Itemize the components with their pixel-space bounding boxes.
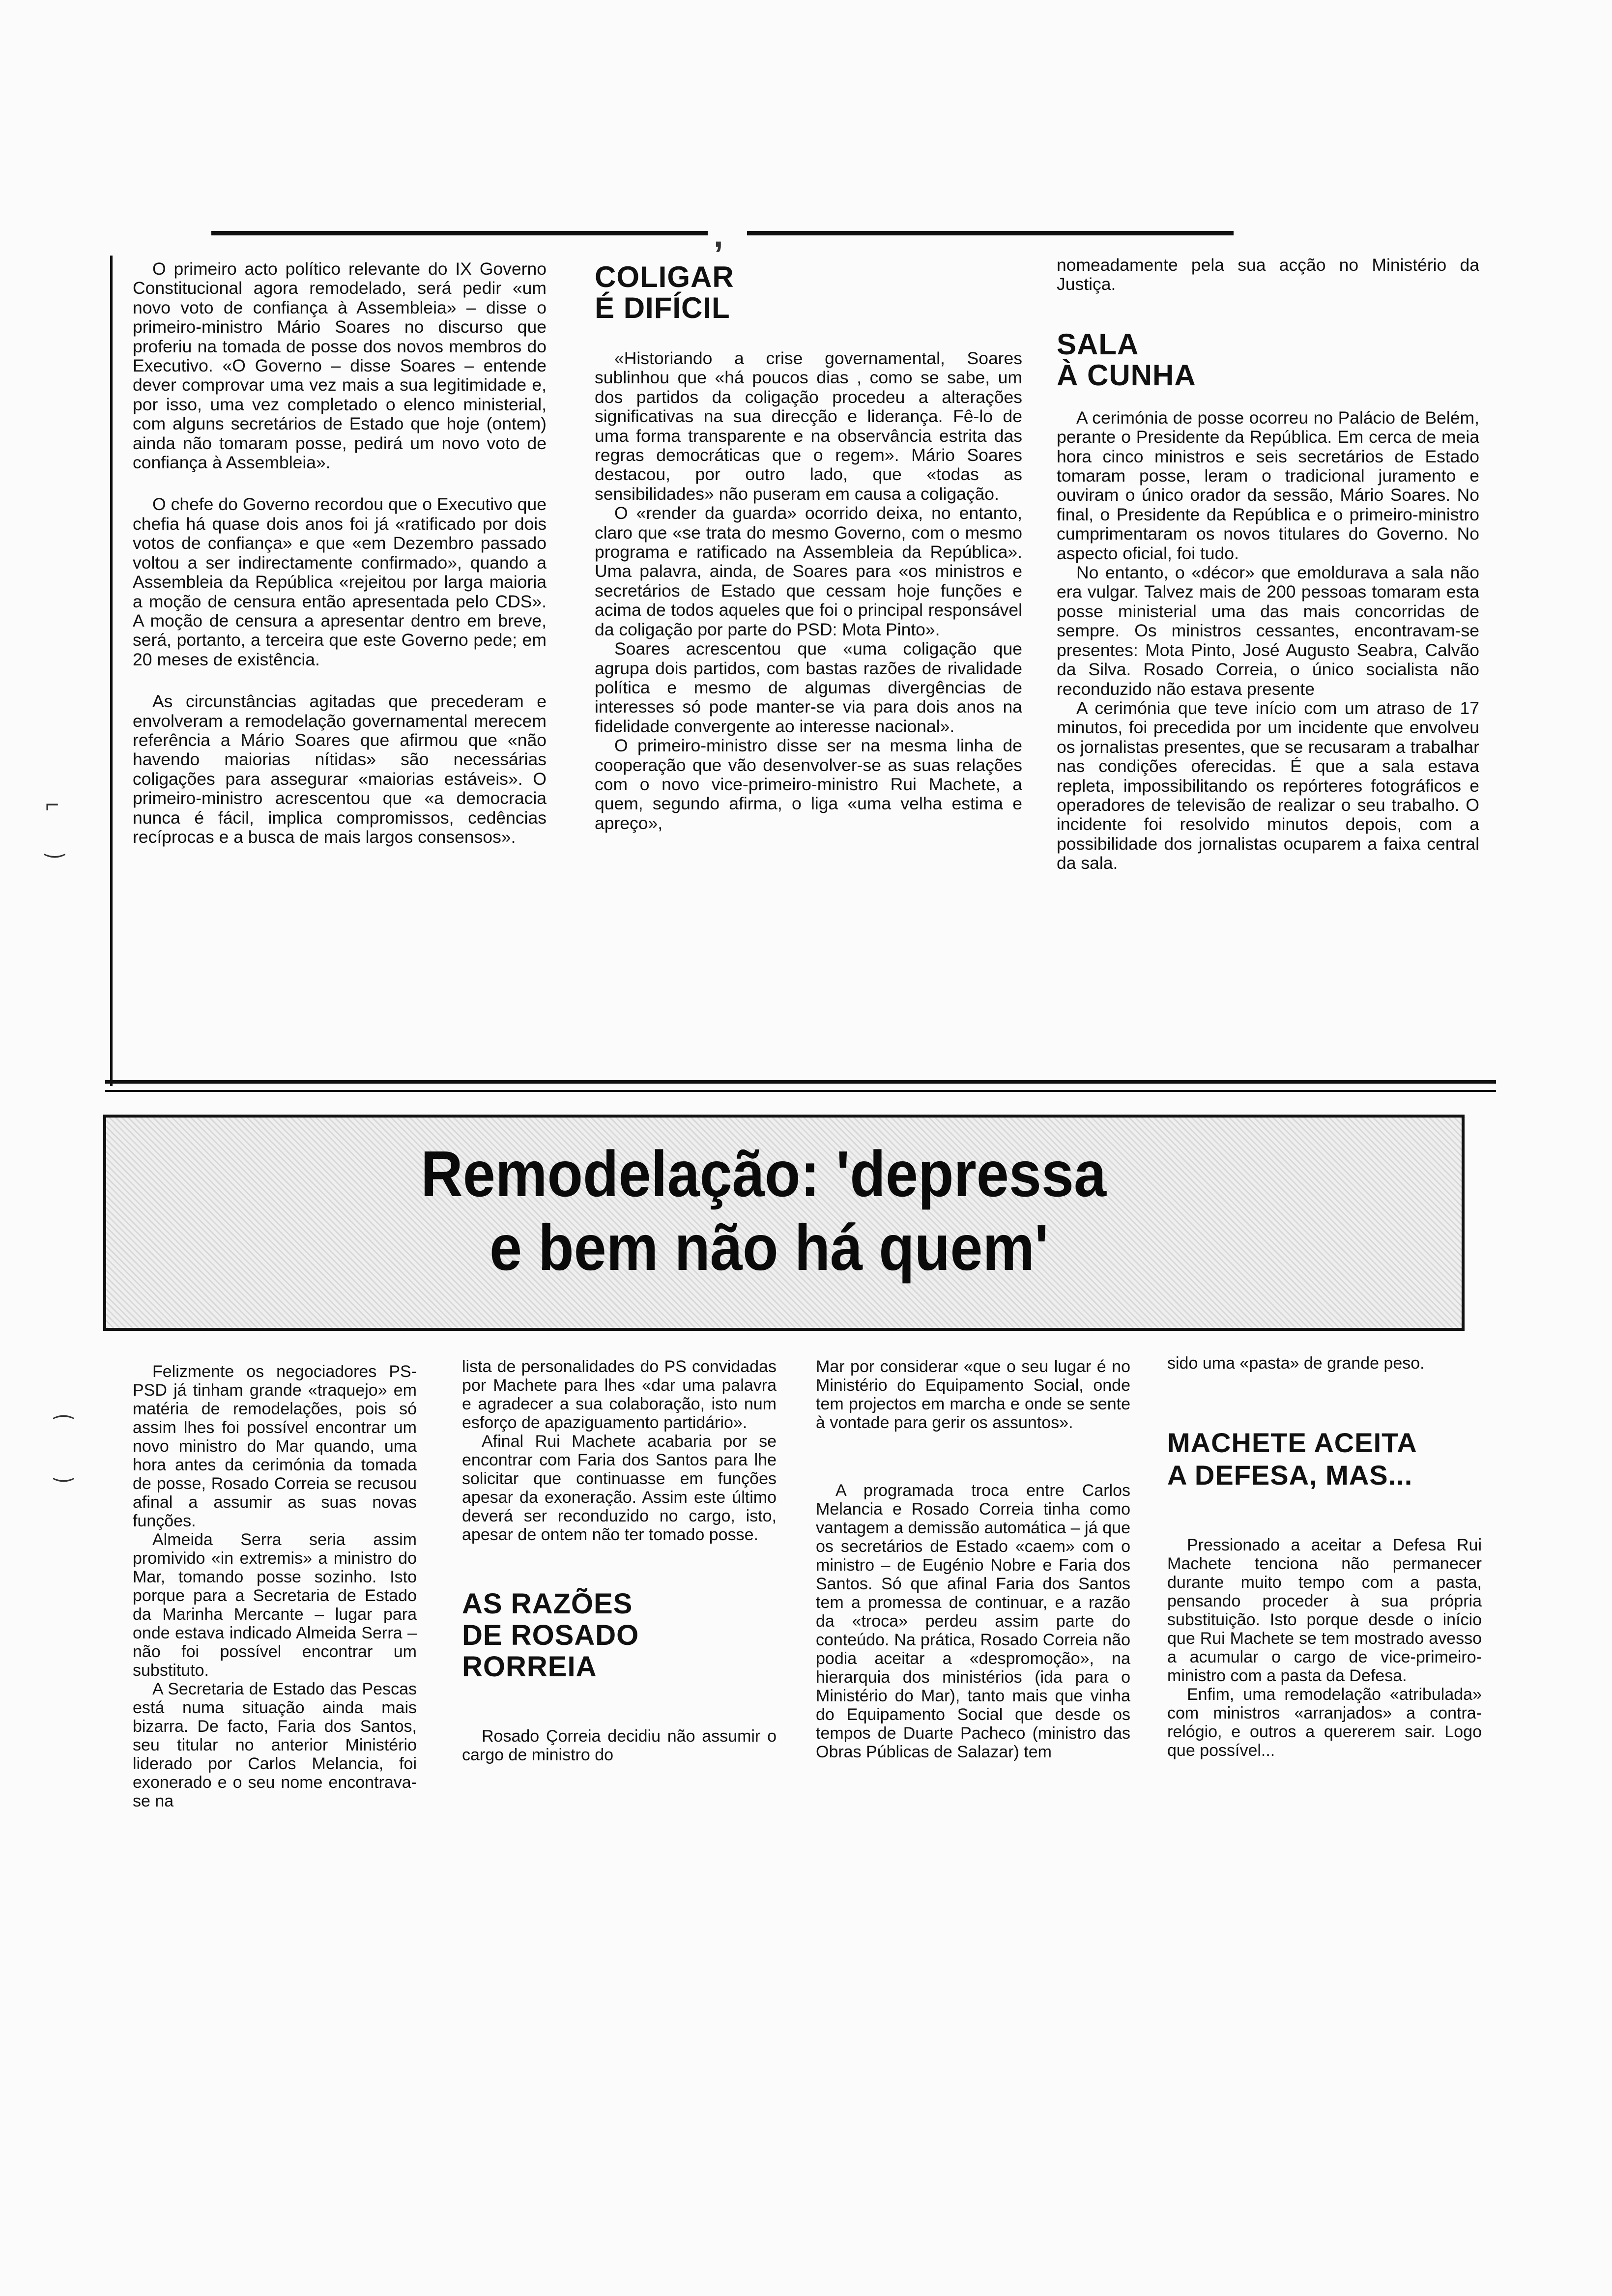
paragraph: No entanto, o «décor» que emoldurava a sala não era vulgar. Talvez mais de 200 pessoas tomaram esta posse ministerial uma das mais concorridas de sempre. Os ministros cessantes, encontravam-se presentes: Mota Pinto, José Augusto Seabra, Calvão da Silva. Rosado Correia, o único socialista não reconduzido não estava presente xyxy=(1057,563,1479,699)
scan-mark-icon: ⌐ xyxy=(45,792,59,818)
top-rule-right xyxy=(747,231,1234,235)
bottom-column-2 xyxy=(462,1357,777,1764)
paragraph: A cerimónia que teve início com um atraso de 17 minutos, foi precedida por um incidente que envolveu os jornalistas presentes, que se recusaram a trabalhar nas condições oferecidas. É que a sala estava repleta, impossibilitando os repórteres fotográficos e operadores de televisão de realizar o seu trabalho. O incidente foi resolvido minutos depois, com a possibilidade dos jornalistas ocuparem a faixa central da sala. xyxy=(1057,698,1479,873)
top-column-2 xyxy=(595,261,1022,833)
paragraph: A programada troca entre Carlos Melancia e Rosado Correia tinha como vantagem a demissão automática – já que os secretários de Estado «caem» com o ministro – de Eugénio Nobre e Faria dos Santos. Só que afinal Faria dos Santos tem a promessa de continuar, e a razão da «troca» perdeu assim parte do conteúdo. Na prática, Rosado Correia não podia aceitar a «despromoção», na hierarquia dos ministérios (ida para o Ministério do Mar), tanto mais que vinha do Equipamento Social que desde os tempos de Duarte Pacheco (ministro das Obras Públicas de Salazar) tem xyxy=(816,1481,1130,1761)
section-divider-thin xyxy=(105,1090,1496,1092)
top-column-3 xyxy=(1057,256,1479,873)
paragraph: «Historiando a crise governamental, Soares sublinhou que «há poucos dias , como se sabe, um dos partidos da coligação procedeu a alterações significativas na sua direcção e liderança. Fê-lo de uma forma transparente e na observância estrita das regras democráticas que o regem». Mário Soares destacou, por outro lado, que «todas as sensibilidades» não puseram em causa a coligação. xyxy=(595,348,1022,504)
top-rule-left xyxy=(211,231,708,235)
paragraph: Pressionado a aceitar a Defesa Rui Machete tenciona não permanecer durante muito tempo com a pasta, pensando proceder à sua própria substituição. Isto porque desde o início que Rui Machete se tem mostrado avesso a acumular o cargo de vice-primeiro-ministro com a pasta da Defesa. xyxy=(1167,1536,1482,1685)
headline-line-2: e bem não há quem' xyxy=(489,1211,1049,1284)
paragraph: O primeiro acto político relevante do IX Governo Constitucional agora remodelado, será pedir «um novo voto de confiança à Assembleia» – disse o primeiro-ministro Mário Soares no discurso que proferiu na tomada de posse dos novos membros do Executivo. «O Governo – disse Soares – entende dever comprovar uma vez mais a sua legitimidade e, por isso, uma vez completado o elenco ministerial, com alguns secretários de Estado que hoje (ontem) ainda não tomaram posse, pedirá um novo voto de confiança à Assembleia». xyxy=(133,259,547,473)
bottom-column-1 xyxy=(133,1362,417,1810)
paragraph: A Secretaria de Estado das Pescas está numa situação ainda mais bizarra. De facto, Faria dos Santos, seu titular no anterior Ministério liderado por Carlos Melancia, foi exonerado e o seu nome encontrava-se na xyxy=(133,1680,417,1810)
paragraph: Felizmente os negociadores PS-PSD já tinham grande «traquejo» em matéria de remodelações, pois só assim lhes foi possível encontrar um novo ministro do Mar quando, uma hora antes da cerimónia da tomada de posse, Rosado Correia se recusou afinal a assumir as suas novas funções. xyxy=(133,1362,417,1530)
paragraph: A cerimónia de posse ocorreu no Palácio de Belém, perante o Presidente da República. Em cerca de meia hora cinco ministros e seis secretários de Estado tomaram posse, leram o tradicional juramento e ouviram o único orador da sessão, Mário Soares. No final, o Presidente da República e o primeiro-ministro cumprimentaram os novos titulares do Governo. No aspecto oficial, foi tudo. xyxy=(1057,407,1479,563)
section-heading: MACHETE ACEITA xyxy=(1167,1427,1417,1458)
bottom-column-3 xyxy=(816,1357,1130,1761)
section-heading: DE ROSADO xyxy=(462,1619,639,1651)
paragraph: lista de personalidades do PS convidadas por Machete para lhes «dar uma palavra e agradecer a sua colaboração, isto num esforço de apaziguamento partidário». xyxy=(462,1357,777,1432)
paragraph: O «render da guarda» ocorrido deixa, no entanto, claro que «se trata do mesmo Governo, com o mesmo programa e ratificado na Assembleia da República». Uma palavra, ainda, de Soares para «os ministros e secretários de Estado que cessam hoje funções e acima de todos aqueles que foi o principal responsável da coligação por parte do PSD: Mota Pinto». xyxy=(595,503,1022,639)
paragraph: Enfim, uma remodelação «atribulada» com ministros «arranjados» a contra-relógio, e outros a quererem sair. Logo que possível... xyxy=(1167,1685,1482,1760)
paragraph: sido uma «pasta» de grande peso. xyxy=(1167,1354,1425,1373)
rule-ornament: , xyxy=(714,216,723,254)
paragraph: Soares acrescentou que «uma coligação que agrupa dois partidos, com bastas razões de rivalidade política e mesmo de algumas divergências de interesses só pode manter-se via para dois anos na fidelidade convergente ao interesse nacional». xyxy=(595,639,1022,736)
headline-banner xyxy=(103,1115,1465,1331)
paragraph: Rosado Çorreia decidiu não assumir o cargo de ministro do xyxy=(462,1727,777,1764)
paragraph: nomeadamente pela sua acção no Ministério da Justiça. xyxy=(1057,255,1479,294)
section-heading: A DEFESA, MAS... xyxy=(1167,1460,1413,1491)
bottom-column-4 xyxy=(1167,1354,1482,1760)
paragraph: Mar por considerar «que o seu lugar é no Ministério do Equipamento Social, onde tem projectos em marcha e onde se sente à vontade para gerir os assuntos». xyxy=(816,1357,1130,1432)
paragraph: Almeida Serra seria assim promivido «in extremis» a ministro do Mar, tomando posse sozinho. Isto porque para a Secretaria de Estado da Marinha Mercante – lugar para onde estava indicado Almeida Serra – não foi possível encontrar um substituto. xyxy=(133,1530,417,1680)
section-heading: SALA xyxy=(1057,327,1139,361)
scan-mark-icon: ‿ xyxy=(45,832,64,858)
section-heading: À CUNHA xyxy=(1057,358,1196,392)
section-heading: É DIFÍCIL xyxy=(595,291,730,324)
paragraph: O primeiro-ministro disse ser na mesma linha de cooperação que vão desenvolver-se as suas relações com o novo vice-primeiro-ministro Rui Machete, a quem, segundo afirma, o liga «uma velha estima e apreço», xyxy=(595,736,1022,833)
top-column-1 xyxy=(133,259,547,847)
scan-mark-icon: ‿ xyxy=(54,1456,73,1482)
section-heading: RORREIA xyxy=(462,1651,597,1683)
scan-mark-icon: ⁀ xyxy=(54,1416,73,1442)
headline-line-1: Remodelação: 'depressa xyxy=(421,1138,1107,1210)
paragraph: As circunstâncias agitadas que precederam e envolveram a remodelação governamental merecem referência a Mário Soares que afirmou que «não havendo maiorias nítidas» são necessárias coligações para assegurar «maiorias estáveis». O primeiro-ministro acrescentou que «a democracia nunca é fácil, implica compromissos, cedências recíprocas e a busca de mais largos consensos». xyxy=(133,691,547,847)
section-heading: COLIGAR xyxy=(595,260,734,293)
paragraph: O chefe do Governo recordou que o Executivo que chefia há quase dois anos foi já «ratificado por dois votos de confiança» e que «em Dezembro passado voltou a ser indirectamente confirmado», quando a Assembleia da República «rejeitou por larga maioria a moção de censura então apresentada pelo CDS». A moção de censura a apresentar dentro em breve, será, portanto, a terceira que este Governo pede; em 20 meses de existência. xyxy=(133,494,547,669)
section-heading: AS RAZÕES xyxy=(462,1588,633,1620)
section-divider xyxy=(105,1080,1496,1084)
paragraph: Afinal Rui Machete acabaria por se encontrar com Faria dos Santos para lhe solicitar que continuasse em funções apesar da exoneração. Assim este último deverá ser reconduzido no cargo, isto, apesar de ontem não ter tomado posse. xyxy=(462,1432,777,1544)
left-vertical-rule xyxy=(110,256,113,1086)
